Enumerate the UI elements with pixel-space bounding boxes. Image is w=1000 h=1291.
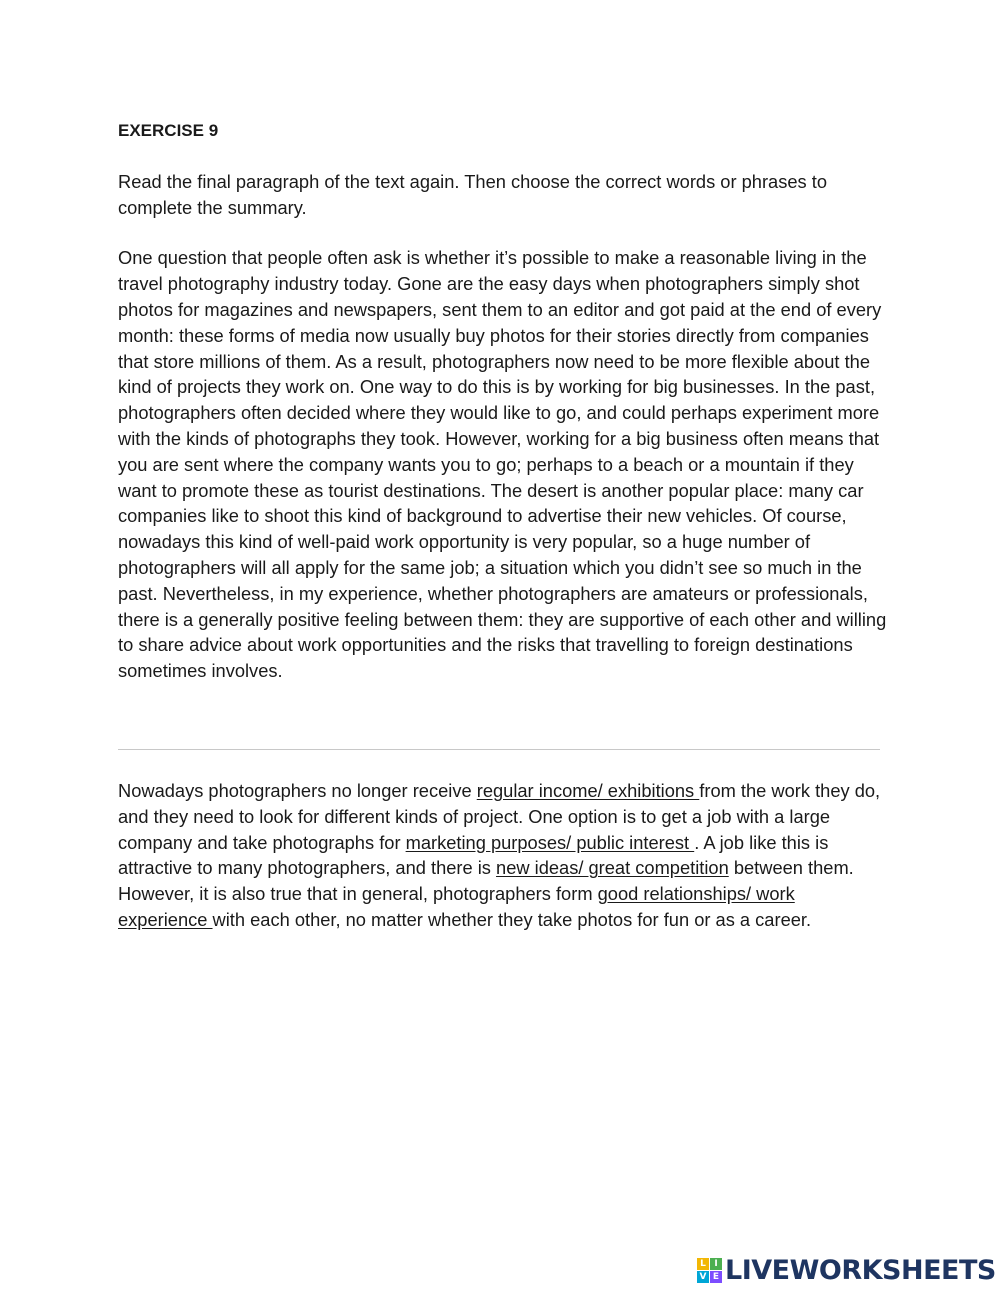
summary-text-4: between them. However, it is also true that in general, photographers form	[118, 857, 854, 905]
logo-letter-v: V	[697, 1271, 709, 1283]
exercise-title: EXERCISE 9	[118, 121, 219, 140]
summary-text-1: Nowadays photographers no longer receive	[118, 780, 477, 801]
worksheet-content	[118, 118, 888, 684]
liveworksheets-logo	[697, 1255, 996, 1285]
summary-text-3: . A job like this is attractive to many photographers, and there is	[118, 831, 829, 879]
gap-1-choice[interactable]: regular income/ exhibitions	[476, 780, 700, 801]
logo-letter-i: I	[710, 1258, 722, 1270]
logo-wordmark: LIVEWORKSHEETS	[725, 1254, 996, 1286]
summary-text-5: with each other, no matter whether they take photos for fun or as a career.	[212, 908, 812, 930]
logo-letter-l: L	[697, 1258, 709, 1270]
logo-letter-e: E	[710, 1271, 722, 1283]
summary-paragraph	[118, 778, 888, 933]
gap-3-choice[interactable]: new ideas/ great competition	[496, 857, 729, 879]
gap-4-choice[interactable]: good relationships/ work experience	[118, 883, 795, 930]
reading-passage: One question that people often ask is whether it’s possible to make a reasonable living in the travel photography industry today. Gone are the easy days when photographers simply shot photos for magazines and newspapers, sent them to an editor and got paid at the end of every month: these forms of media now usually buy photos for their stories directly from companies that store millions of them. As a result, photographers now need to be more flexible about the kind of projects they work on. One way to do this is by working for big businesses. In the past, photographers often decided where they would like to go, and could perhaps experiment more with the kinds of photographs they took. However, working for a big business often means that you are sent where the company wants you to go; perhaps to a beach or a mountain if they want to promote these as tourist destinations. The desert is another popular place: many car companies like to shoot this kind of background to advertise their new vehicles. Of course, nowadays this kind of well-paid work opportunity is very popular, so a huge number of photographers will all apply for the same job; a situation which you didn’t see so much in the past. Nevertheless, in my experience, whether photographers are amateurs or professionals, there is a generally positive feeling between them: they are supportive of each other and willing to share advice about work opportunities and the risks that travelling to foreign destinations sometimes involves.	[118, 247, 887, 682]
section-divider	[118, 749, 880, 750]
exercise-instructions: Read the final paragraph of the text again. Then choose the correct words or phrases to complete the summary.	[118, 170, 827, 218]
summary-text-2: from the work they do, and they need to look for different kinds of project. One option is to get a job with a large company and take photographs for	[118, 780, 881, 853]
logo-grid-icon	[697, 1258, 722, 1283]
gap-2-choice[interactable]: marketing purposes/ public interest	[405, 831, 695, 853]
